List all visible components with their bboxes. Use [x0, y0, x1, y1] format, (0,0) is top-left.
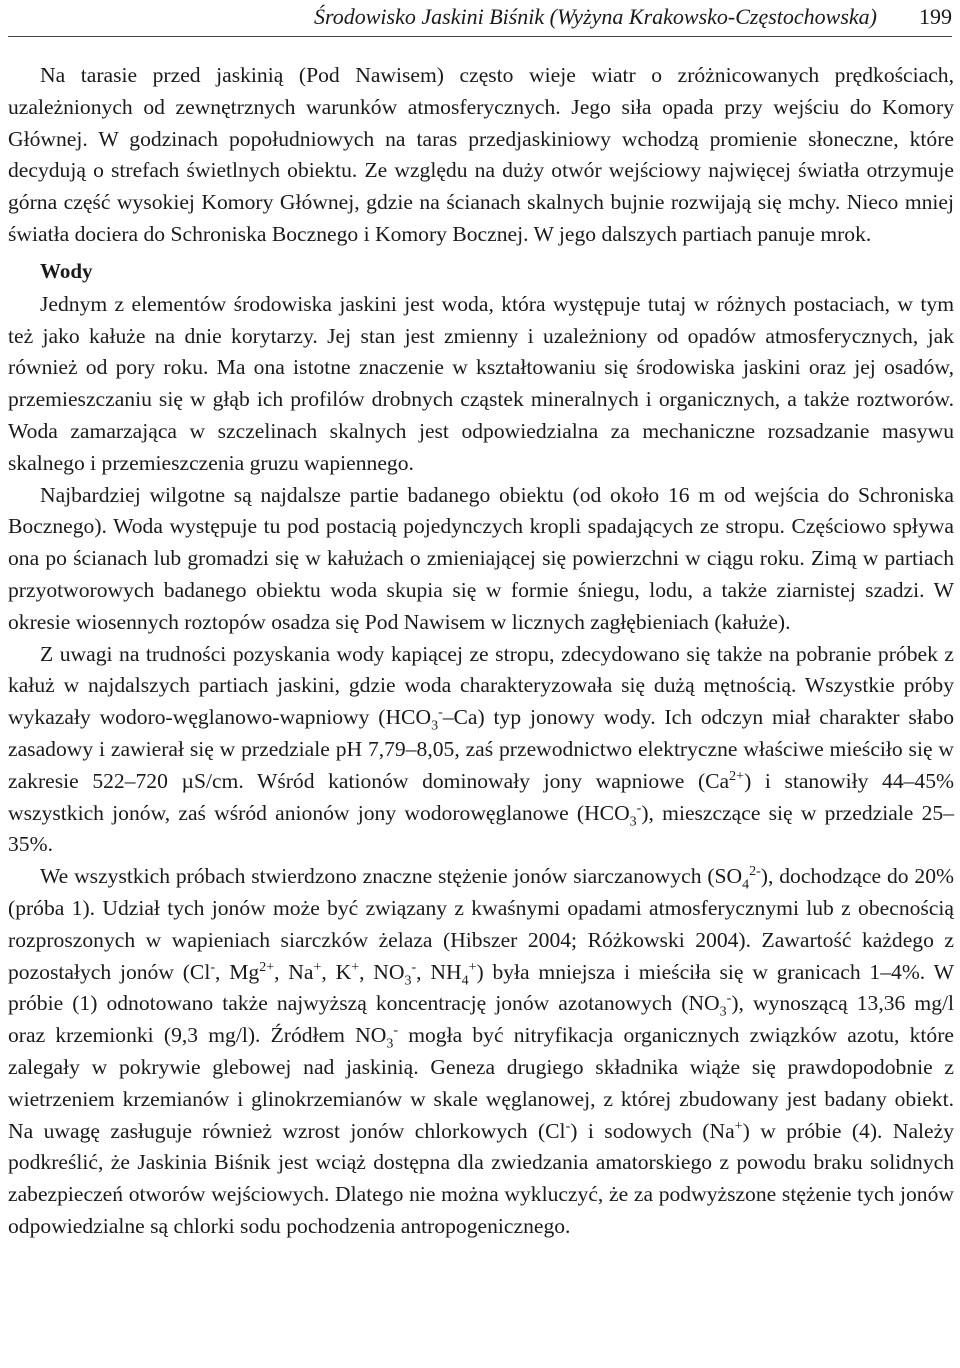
running-head	[8, 4, 952, 34]
article-body	[8, 60, 954, 1243]
page-number: 199	[919, 4, 952, 29]
paragraph-water-forms: Jednym z elementów środowiska jaskini jest woda, która występuje tutaj w różnych postaciach, w tym też jako kałuże na dnie korytarzy. Jej stan jest zmienny i uzależniony od opadów atmosferycznych, jak również od pory roku. Ma ona istotne znaczenie w kształtowaniu się środowiska jaskini oraz jej osadów, przemieszczaniu się w głąb ich profilów drobnych cząstek mineralnych i organicznych, a także roztworów. Woda zamarzająca w szczelinach skalnych jest odpowiedzialna za mechaniczne rozsadzanie masywu skalnego i przemieszczenia gruzu wapiennego.	[8, 291, 954, 475]
paragraph-ion-concentrations: We wszystkich próbach stwierdzono znaczne stężenie jonów siarczanowych $(SO_4^{2-})$, dochodzące do 20% (próba 1). Udział tych jonów może być związany z kwaśnymi opadami atmosferycznymi lub z obecnością rozproszonych w wapieniach siarczków żelaza (Hibszer 2004; Różkowski 2004). Zawartość każdego z pozostałych jonów (Cl-, $Mg^{2+}$, Na+, K+, $NO_3^-$, $NH_4^+$) była mniejsza i mieściła się w granicach 1–4%. W próbie (1) odnotowano także najwyższą koncentrację jonów azotanowych $(NO_3^-)$, wynoszącą 13,36 mg/l oraz krzemionki (9,3 mg/l). Źródłem $NO_3^-$ mogła być nitryfikacja organicznych związków azotu, które zalegały w pokrywie glebowej nad jaskinią. Geneza drugiego składnika wiąże się prawdopodobnie z wietrzeniem krzemianów i glinokrzemianów w skale węglanowej, z której zbudowany jest badany obiekt. Na uwagę zasługuje również wzrost jonów chlorkowych (Cl-) i sodowych (Na+) w próbie (4). Należy podkreślić, że Jaskinia Biśnik jest wciąż dostępna dla zwiedzania amatorskiego z powodu braku solidnych zabezpieczeń otworów wejściowych. Dlatego nie można wykluczyć, że za podwyższone stężenie tych jonów odpowiedzialne są chlorki sodu pochodzenia antropogenicznego.	[8, 863, 955, 1238]
paragraph-light-zones: Na tarasie przed jaskinią (Pod Nawisem) często wieje wiatr o zróżnicowanych prędkościach, uzależnionych od zewnętrznych warunków atmosferycznych. Jego siła opada przy wejściu do Komory Głównej. W godzinach popołudniowych na taras przedjaskiniowy wchodzą promienie słoneczne, które decydują o strefach świetlnych obiektu. Ze względu na duży otwór wejściowy najwięcej światła otrzymuje górna część wysokiej Komory Głównej, gdzie na ścianach skalnych bujnie rozwijają się mchy. Nieco mniej światła dociera do Schroniska Bocznego i Komory Bocznej. W jego dalszych partiach panuje mrok.	[8, 63, 954, 246]
paragraph-water-chemistry: Z uwagi na trudności pozyskania wody kapiącej ze stropu, zdecydowano się także na pobranie próbek z kałuż w najdalszych partiach jaskini, gdzie woda charakteryzowała się dużą mętnością. Wszystkie próby wykazały wodoro-węglanowo-wapniowy $(HCO_3^--Ca)$ typ jonowy wody. Ich odczyn miał charakter słabo zasadowy i zawierał się w przedziale pH 7,79–8,05, zaś przewodnictwo elektryczne właściwe mieściło się w zakresie 522–720 µS/cm. Wśród kationów dominowały jony wapniowe $(Ca^{2+})$ i stanowiły 44–45% wszystkich jonów, zaś wśród anionów jony wodorowęglanowe $(HCO_3^-)$, mieszczące się w przedziale 25–35%.	[8, 641, 954, 857]
paragraph-wettest-parts: Najbardziej wilgotne są najdalsze partie badanego obiektu (od około 16 m od wejścia do Schroniska Bocznego). Woda występuje tu pod postacią pojedynczych kropli spadających ze stropu. Częściowo spływa ona po ścianach lub gromadzi się w kałużach o zmieniającej się powierzchni w ciągu roku. Zimą w partiach przyotworowych badanego obiektu woda skupia się w formie śniegu, lodu, a także ziarnistej szadzi. W okresie wiosennych roztopów osadza się Pod Nawisem w licznych zagłębieniach (kałuże).	[8, 482, 954, 634]
running-head-title: Środowisko Jaskini Biśnik (Wyżyna Krakowsko-Częstochowska)	[314, 4, 877, 29]
header-rule	[8, 36, 952, 37]
section-heading-water: Wody	[40, 258, 93, 283]
